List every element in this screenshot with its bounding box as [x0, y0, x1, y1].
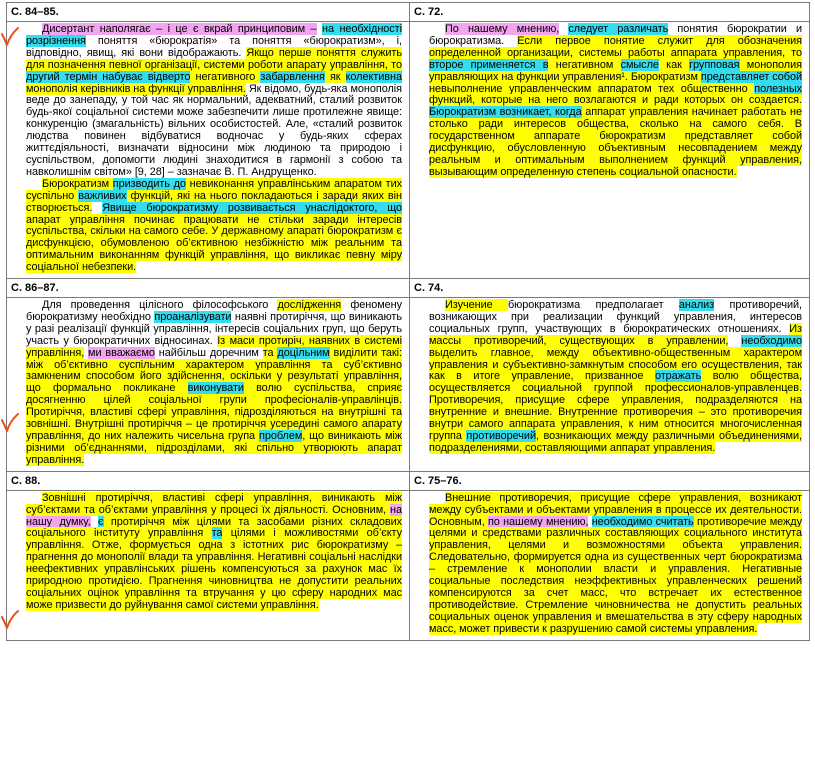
- paragraph: [429, 493, 802, 636]
- text-run: наявні протиріччя, що виникають у разі реалізації функцій управління, інтересів соціальних груп, що беруть участь у бюрократичних відносинах.: [26, 310, 402, 347]
- highlighted-text: виділити: [329, 346, 382, 359]
- highlighted-text: Если первое понятие служит для обозначения определенной организации, системы работы аппарата управления, то: [429, 34, 802, 59]
- highlighted-text: колективна: [345, 70, 403, 83]
- highlighted-text: следует различать: [568, 23, 669, 35]
- highlighted-text: ми вважаємо: [88, 346, 155, 359]
- highlighted-text: смысле: [620, 58, 659, 71]
- table-row: [7, 3, 810, 279]
- highlighted-text: негативного: [190, 70, 261, 83]
- highlighted-text: как: [658, 58, 690, 71]
- comparison-table: [6, 2, 810, 641]
- table-row: [7, 471, 810, 640]
- text-run: Як відомо, будь-яка монополія веде до занепаду, у той час як нормальний, адекватний, сталий розвиток будь-якої соціальної системи може забезпечити лише протилежне явище: конкуренцію (змагальність) вільних особистостей. Але, «сталий розвиток людства повинен відбуватися водночас у будь-яких сферах життєдіяльності, визначати відносини між людиною та природою і суспільством, допомогти людині знаходитися в гармонії з собою та навколишнім світом» [9, 28] – зазначає В. П. Андрущенко.: [26, 82, 402, 178]
- highlighted-text: выделить: [429, 346, 491, 359]
- highlighted-text: дослідження: [277, 299, 342, 312]
- page-reference: С. 74.: [410, 279, 809, 298]
- highlighted-text: та: [262, 346, 278, 359]
- highlighted-text: Изучение: [445, 299, 508, 312]
- cell-text: [410, 491, 809, 640]
- highlighted-text: необходимо считать: [591, 515, 694, 528]
- highlighted-text: отражать: [654, 370, 702, 383]
- highlighted-text: необходимо: [741, 334, 802, 347]
- highlighted-text: Якщо перше поняття служить для позначення певної організації, системи роботи апарату управління, то: [26, 46, 402, 71]
- check-mark-icon: [0, 412, 20, 434]
- highlighted-text: Із маси протиріч, наявних в системі управління,: [26, 334, 402, 359]
- text-run: поняття «бюрократія» та поняття «бюрократизм», і, відповідно, явищ, які вони відображають.: [26, 34, 402, 59]
- text-run: [92, 202, 102, 214]
- highlighted-text: невиконання управлінським апаратом тих суспільно: [26, 177, 403, 202]
- check-mark-icon: [0, 26, 20, 48]
- highlighted-text: Из массы противоречий, существующих в управлении,: [429, 322, 802, 347]
- highlighted-text: та: [211, 527, 223, 540]
- text-run: феномену бюрократизму необхідно: [26, 299, 403, 323]
- highlighted-text: , що виникають між різними об’єднаннями, підрозділами, які спільно утворюють апарат управління.: [26, 430, 402, 466]
- highlighted-text: доцільним: [277, 346, 330, 359]
- highlighted-text: проаналізувати: [154, 310, 232, 323]
- highlighted-text: главное, между объективно-общественным характером управления и субъективно-замкнутым способом его осуществления, так как в итоге управление, призванное: [429, 346, 803, 383]
- paragraph: [429, 300, 802, 455]
- highlighted-text: второе применяется в: [429, 58, 549, 71]
- paragraph: [26, 179, 402, 274]
- highlighted-text: забарвлення: [260, 70, 325, 83]
- paragraph: [26, 493, 402, 612]
- paragraph: [26, 24, 402, 179]
- highlighted-text: ¹. Бюрократизм: [621, 70, 701, 83]
- highlighted-text: на необхідності розрізнення: [26, 23, 402, 47]
- page-reference: С. 72.: [410, 3, 809, 22]
- highlighted-text: Дисертант наполягає – і це є вкрай принциповим –: [42, 23, 317, 35]
- left-cell: [7, 471, 410, 640]
- highlighted-text: Внешние противоречия, присущие сфере управления, возникают между субъектами и объектами управления в процессе их деятельности. Основным,: [429, 491, 802, 528]
- paragraph: [429, 24, 802, 179]
- highlighted-text: проблем: [258, 430, 303, 442]
- highlighted-text: цілями і можливостями об’єкту управління. Отже, формується одна з істотних рис бюрократизму – прагнення до монополії влади та управління. Негативні соціальні наслідки неефективних управлінських рішень компенсуються за рахунок мас їх природною протидією. Прагнення чиновництва не допустити реальних соціальних оцінок управління та втручання у цю сферу народних мас може призвести до руйнування самої системи управління.: [26, 527, 403, 611]
- check-mark-icon: [0, 609, 20, 631]
- cell-text: [7, 298, 409, 471]
- highlighted-text: як: [324, 70, 346, 83]
- highlighted-text: Бюрократизм возникает, когда: [429, 106, 582, 119]
- highlighted-text: функций, которые на него возлагаются и ради которых он создается.: [429, 94, 802, 107]
- cell-text: [7, 491, 409, 616]
- highlighted-text: волю суспільства, сприяє досягненню цілей соціальної групи професіоналів-управлінців. Протиріччя, властиві сфері управління, підрозділяються на внутрішні та зовнішні. Внутрішні протиріччя – це протиріччя усередині самого апарату управління, до них належить чисельна група: [26, 382, 402, 442]
- highlighted-text: призводить до: [112, 177, 186, 190]
- text-run: предполагает: [580, 299, 679, 312]
- highlighted-text: другий термін набуває відверто: [26, 70, 191, 83]
- highlighted-text: Явище бюрократизму розвивається унаслідоктого, що: [102, 201, 402, 214]
- highlighted-text: Бюрократизм: [42, 177, 113, 190]
- text-run: найбільш доречним: [154, 346, 263, 359]
- highlighted-text: представляет собой: [700, 70, 803, 83]
- highlighted-text: полезных: [754, 82, 802, 95]
- right-cell: [410, 471, 810, 640]
- cell-text: [410, 22, 809, 183]
- right-cell: [410, 3, 810, 279]
- highlighted-text: монополия управляющих на функции управления: [429, 58, 802, 83]
- highlighted-text: анализ: [678, 299, 715, 312]
- left-cell: [7, 3, 410, 279]
- highlighted-text: негативном: [548, 58, 621, 71]
- paragraph: [26, 300, 402, 467]
- highlighted-text: противоречий: [466, 430, 536, 442]
- highlighted-text: невыполнение управленческим аппаратом тех общественно: [429, 82, 755, 95]
- highlighted-text: такі: між об’єктивно суспільним характером управління та суб’єктивно замкненим способом його здійснення, оскільки у результаті управління, що формально покликане: [26, 346, 402, 395]
- highlighted-text: важливих: [78, 189, 127, 202]
- highlighted-text: виконувати: [187, 382, 244, 395]
- text-run: [728, 335, 741, 347]
- page-reference: С. 75–76.: [410, 472, 809, 491]
- highlighted-text: , возникающих между различными объединениями, подразделениями, составляющими аппарат управления.: [429, 430, 802, 454]
- highlighted-text: групповая: [689, 58, 740, 71]
- right-cell: [410, 279, 810, 472]
- text-run: [91, 516, 98, 528]
- cell-text: [410, 298, 809, 459]
- table-row: [7, 279, 810, 472]
- text-run: противоречий, возникающих при реализации функций управления, интересов социальных групп, участвующих в бюрократических отношениях.: [429, 299, 803, 335]
- highlighted-text: функцій, які на нього покладаються і заради яких він створюється.: [26, 189, 402, 214]
- page-reference: С. 86–87.: [7, 279, 409, 298]
- highlighted-text: є: [98, 515, 104, 528]
- highlighted-text: на нашу думку,: [26, 503, 402, 528]
- left-cell: [7, 279, 410, 472]
- highlighted-text: протиріччя між цілями та засобами різних складових соціального інституту управління: [26, 515, 403, 540]
- highlighted-text: волю общества, осуществляется социальной группой профессионалов-управленцев. Противоречия, присущие сфере управления, подразделяются на внутренние и внешние. Внутренние противоречия – это противоречия внутри самого аппарата управления, к ним относится многочисленная группа: [429, 370, 802, 442]
- highlighted-text: Зовнішні протиріччя, властиві сфері управління, виникають між суб’єктами та об’єктами управління у процесі їх діяльності. Основним,: [26, 491, 402, 516]
- page-reference: С. 88.: [7, 472, 409, 491]
- highlighted-text: аппарат управления начинает работать не столько ради интересов общества, сколько на самого себя. В государственном аппарате бюрократизм представляет собой дисфункцию, обусловленную объективным несовпадением между реальным и оптимальным выполнением функций управления, вызывающим определенную степень социальной опасности.: [429, 106, 802, 178]
- cell-text: [7, 22, 409, 278]
- page-reference: С. 84–85.: [7, 3, 409, 22]
- highlighted-text: апарат управління починає працювати не стільки заради інтересів суспільства, скільки на самого себе. У державному апараті бюрократизм є дисфункцією, обумовленою об’єктивною незбіжністю між реальним та оптимальним виконанням функцій управління, що викликає певну міру соціальної небезпеки.: [26, 213, 402, 274]
- highlighted-text: монополія керівників на функції управління.: [26, 82, 246, 95]
- highlighted-text: противоречие между целями и средствами различных составляющих социального института управления, целями и возможностями объекта управления. Следовательно, формируется одна из существенных черт бюрократизма – стремление к монополии власти и управления. Негативные социальные последствия неэффективных управленческих решений компенсируются за счет масс, что встречает их естественное противодействие. Стремление чиновничества не допустить реальных социальных оценок управления и вмешательства в эту сферу народных масс, может привести к разрушению самой системы управления.: [429, 515, 802, 635]
- text-run: понятия бюрократии и бюрократизма.: [429, 23, 803, 47]
- highlighted-text: по нашему мнению,: [487, 515, 589, 528]
- highlighted-text: По нашему мнению,: [445, 23, 560, 35]
- text-run: бюрократизма: [507, 299, 581, 312]
- text-run: Для проведення цілісного філософського: [42, 299, 278, 312]
